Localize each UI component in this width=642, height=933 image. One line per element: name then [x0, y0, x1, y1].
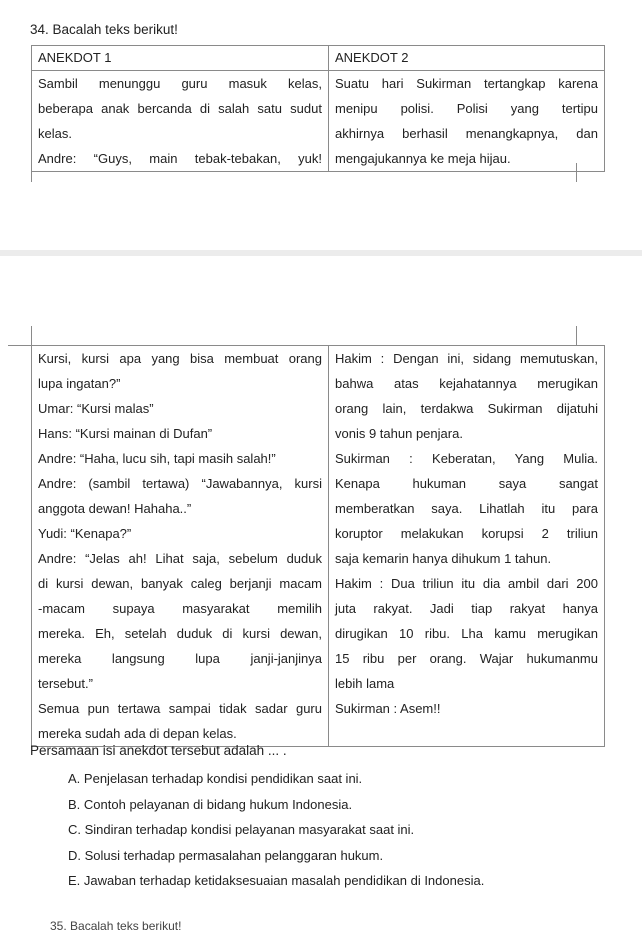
text-line: Andre: (sambil tertawa) “Jawabannya, kursi [38, 476, 322, 491]
text-line: mereka. Eh, setelah duduk di kursi dewan, [38, 626, 322, 641]
text-line: di kursi dewan, banyak caleg berjanji macam [38, 576, 322, 591]
header-anekdot-1: ANEKDOT 1 [32, 46, 329, 71]
text-line: mereka langsung lupa janji-janjinya [38, 651, 322, 666]
text-line: bahwa atas kejahatannya merugikan [335, 376, 598, 391]
page-break [0, 250, 642, 256]
text-line: Sukirman : Asem!! [335, 701, 441, 716]
table-border-stub [576, 163, 577, 182]
text-line: memberatkan saya. Lihatlah itu para [335, 501, 598, 516]
option-a[interactable]: A. Penjelasan terhadap kondisi pendidikan saat ini. [68, 771, 363, 786]
text-line: anggota dewan! Hahaha..” [38, 501, 192, 516]
table-body-row [32, 71, 605, 172]
option-b[interactable]: B. Contoh pelayanan di bidang hukum Indonesia. [68, 796, 353, 812]
text-line: mengajukannya ke meja hijau. [335, 151, 511, 166]
table-border-stub [8, 345, 32, 346]
text-line: Suatu hari Sukirman tertangkap karena [335, 76, 598, 91]
text-line: Yudi: “Kenapa?” [38, 526, 132, 541]
anekdot-2-text-continued [329, 346, 605, 747]
text-line: Hakim : Dua triliun itu dia ambil dari 200 [335, 576, 598, 591]
text-line: juta rakyat. Jadi tiap rakyat hanya [335, 601, 598, 616]
anekdot-table-part-1 [31, 45, 605, 172]
text-line: 15 ribu per orang. Wajar hukumanmu [335, 651, 598, 666]
option-c[interactable]: C. Sindiran terhadap kondisi pelayanan masyarakat saat ini. [68, 822, 415, 837]
anekdot-1-text [32, 71, 329, 172]
text-line: Kenapa hukuman saya sangat [335, 476, 598, 491]
text-line: Andre: “Guys, main tebak-tebakan, yuk! [38, 151, 322, 166]
table-border-stub [576, 326, 577, 346]
text-line: tersebut.” [38, 676, 93, 691]
anekdot-table-part-2 [31, 345, 605, 747]
table-header-row [32, 46, 605, 71]
text-line: Andre: “Haha, lucu sih, tapi masih salah!” [38, 451, 276, 466]
option-d[interactable]: D. Solusi terhadap permasalahan pelanggaran hukum. [68, 847, 384, 863]
table-body-row [32, 346, 605, 747]
text-line: dirugikan 10 ribu. Lha kamu merugikan [335, 626, 598, 641]
text-line: mereka sudah ada di depan kelas. [38, 726, 237, 741]
text-line: lupa ingatan?” [38, 376, 121, 391]
next-question-title: 35. Bacalah teks berikut! [50, 919, 182, 933]
text-line: Hans: “Kursi mainan di Dufan” [38, 426, 213, 441]
text-line: Hakim : Dengan ini, sidang memutuskan, [335, 351, 598, 366]
text-line: menipu polisi. Polisi yang tertipu [335, 101, 598, 116]
text-line: Sambil menunggu guru masuk kelas, [38, 76, 322, 91]
header-anekdot-2: ANEKDOT 2 [329, 46, 605, 71]
question-number: 34. [30, 22, 49, 37]
question-prompt: Persamaan isi anekdot tersebut adalah ... . [30, 743, 287, 758]
text-line: vonis 9 tahun penjara. [335, 426, 463, 441]
table-border-stub [31, 163, 32, 182]
text-line: akhirnya berhasil menangkapnya, dan [335, 126, 598, 141]
option-e[interactable]: E. Jawaban terhadap ketidaksesuaian masalah pendidikan di Indonesia. [68, 873, 485, 888]
text-line: -macam supaya masyarakat memilih [38, 601, 322, 616]
text-line: Andre: “Jelas ah! Lihat saja, sebelum duduk [38, 551, 322, 566]
text-line: Sukirman : Keberatan, Yang Mulia. [335, 451, 598, 466]
text-line: beberapa anak bercanda di salah satu sudut [38, 101, 322, 116]
answer-options [68, 770, 484, 898]
text-line: Semua pun tertawa sampai tidak sadar guru [38, 701, 322, 716]
table-border-stub [31, 326, 32, 346]
text-line: orang lain, terdakwa Sukirman dijatuhi [335, 401, 598, 416]
anekdot-1-text-continued [32, 346, 329, 747]
text-line: Umar: “Kursi malas” [38, 401, 154, 416]
text-line: kelas. [38, 126, 72, 141]
question-title [30, 22, 178, 37]
anekdot-2-text [329, 71, 605, 172]
text-line: koruptor melakukan korupsi 2 triliun [335, 526, 598, 541]
text-line: saja kemarin hanya dihukum 1 tahun. [335, 551, 552, 566]
text-line: Kursi, kursi apa yang bisa membuat orang [38, 351, 322, 366]
question-instruction: Bacalah teks berikut! [52, 22, 178, 37]
text-line: lebih lama [335, 676, 395, 691]
